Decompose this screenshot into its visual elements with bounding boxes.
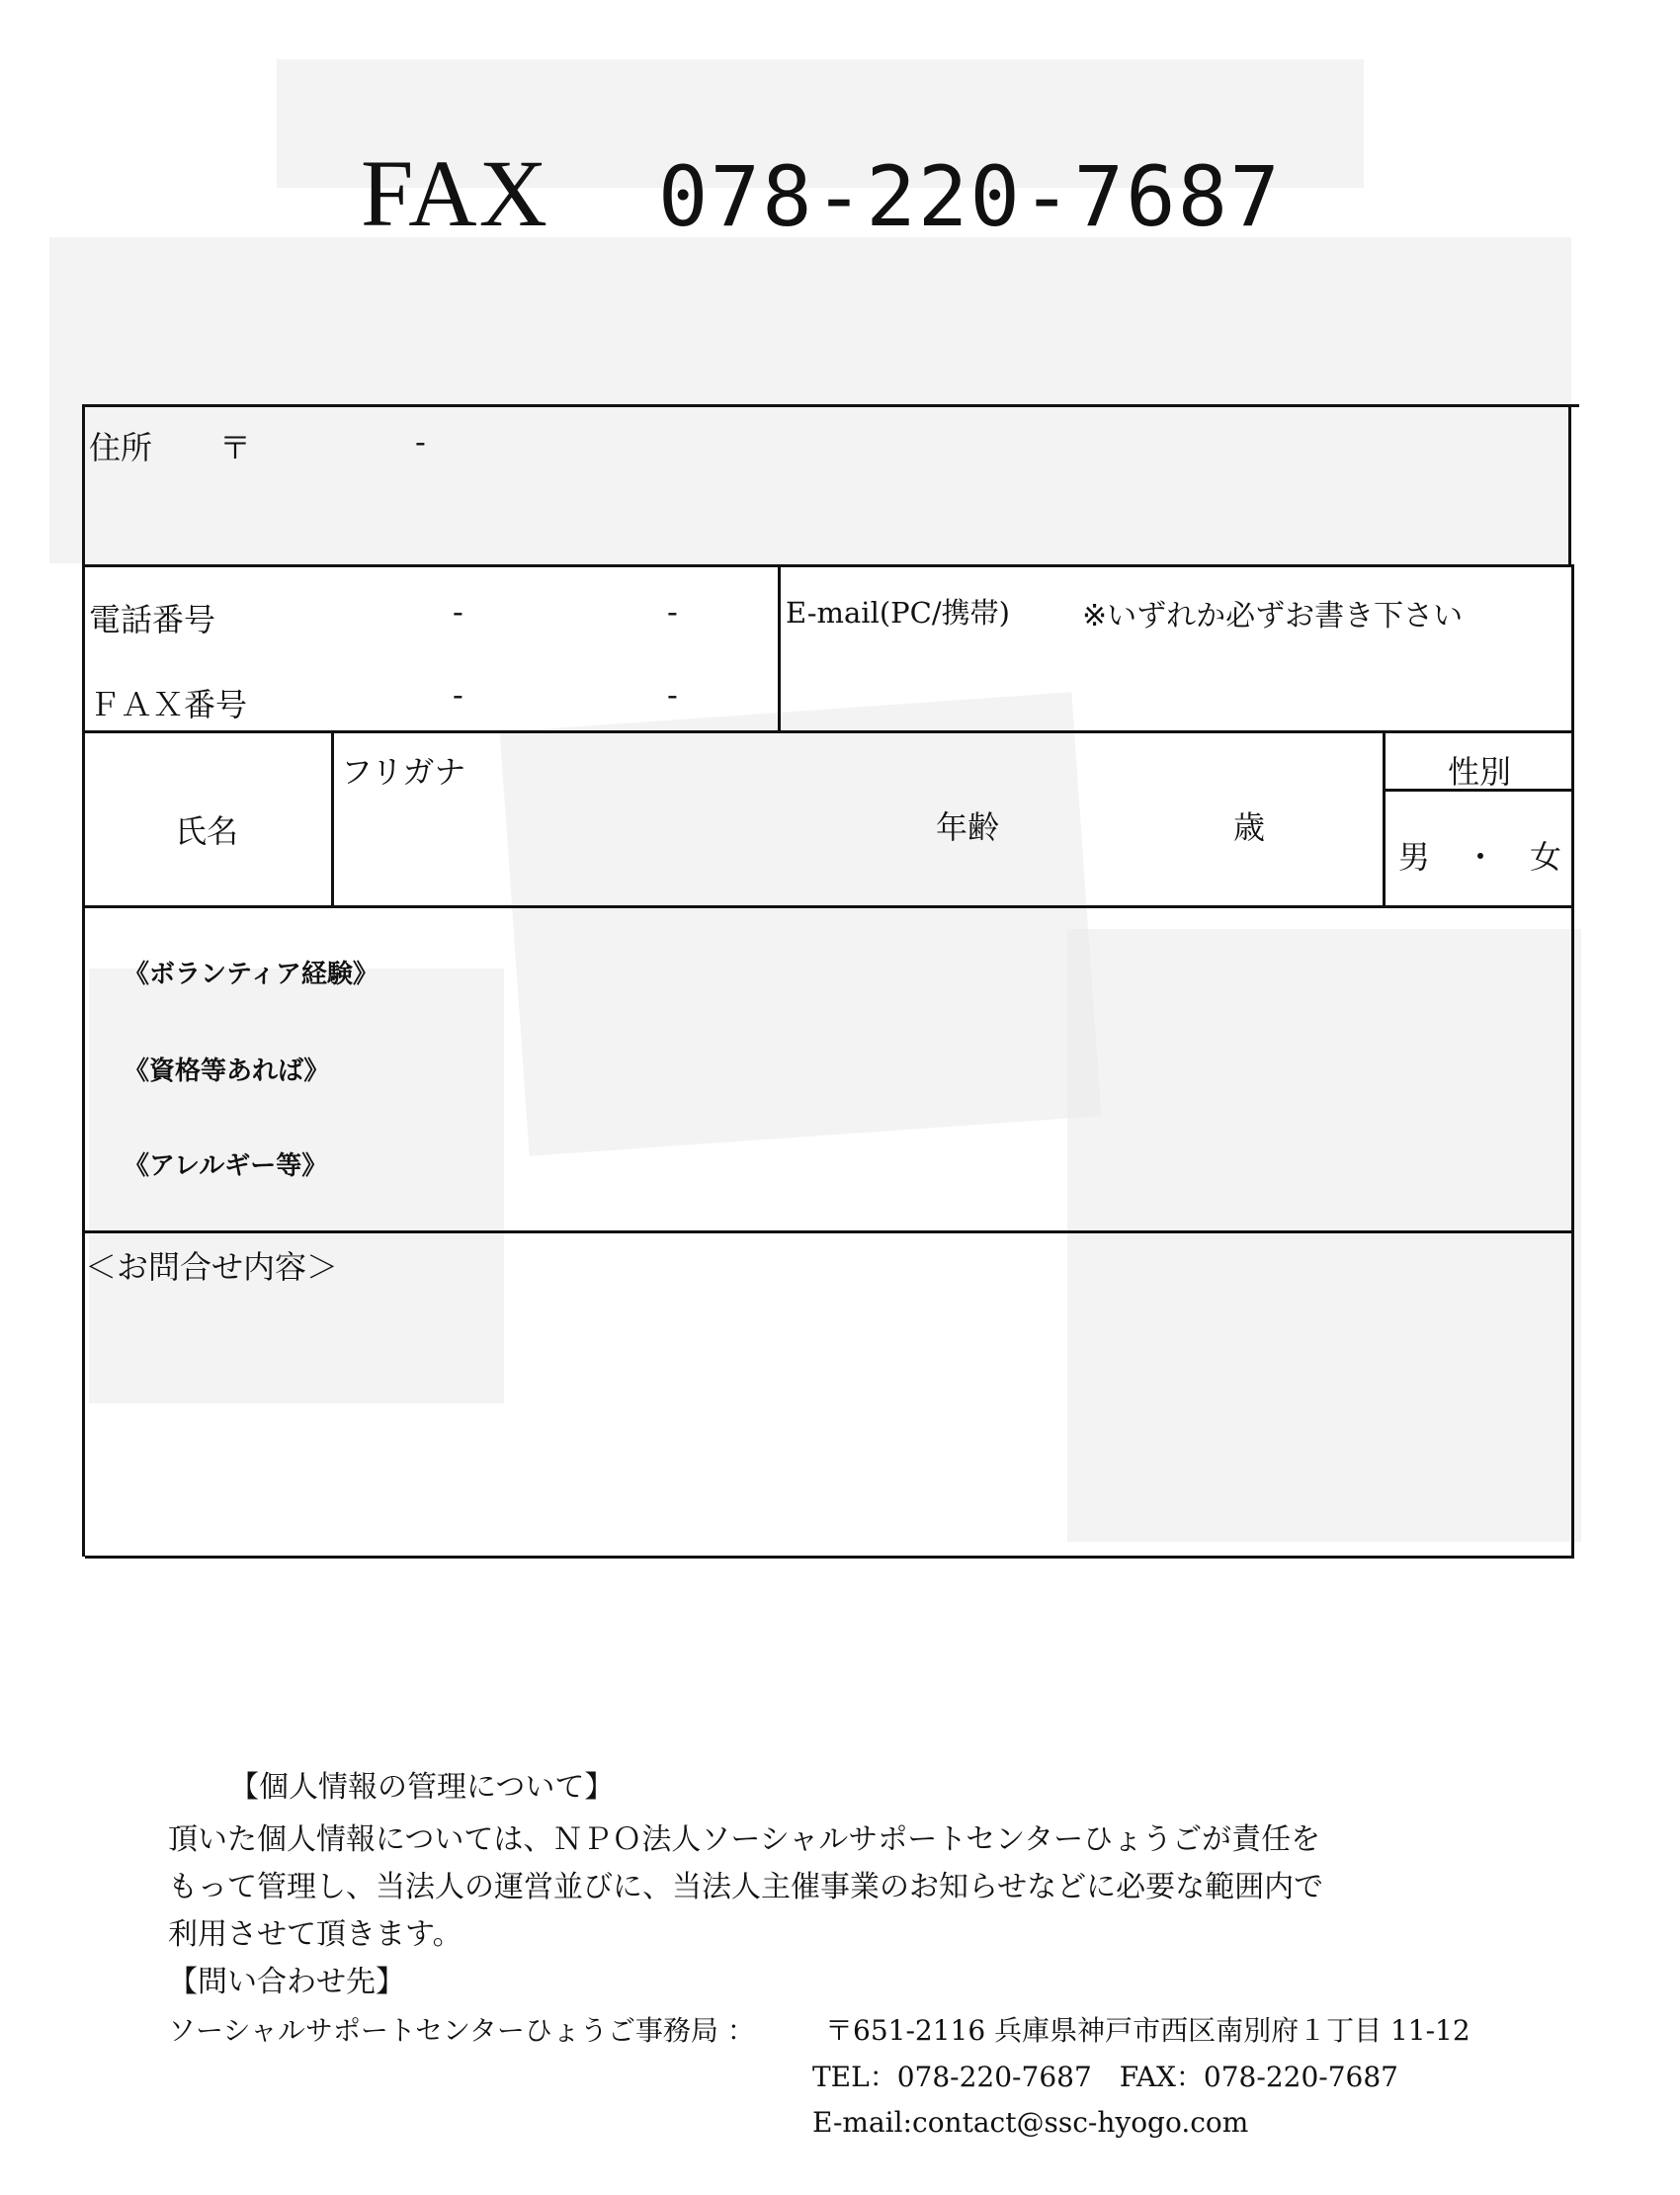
form-border-right-lower <box>1571 564 1574 1557</box>
col-divider-name <box>331 732 334 907</box>
volunteer-experience-label: 《ボランティア経験》 <box>124 960 378 989</box>
fax-number-label: ＦＡＸ番号 <box>89 686 248 723</box>
office-address: 〒651-2116 兵庫県神戸市西区南別府１丁目 11-12 <box>825 2014 1470 2047</box>
fax-dash-2: - <box>667 676 678 714</box>
office-name: ソーシャルサポートセンターひょうご事務局 ： <box>168 2014 755 2047</box>
gender-male[interactable]: 男 <box>1398 838 1431 876</box>
age-unit: 歳 <box>1233 808 1266 846</box>
phone-dash-1: - <box>453 593 463 631</box>
row-divider-name <box>82 905 1574 908</box>
phone-label: 電話番号 <box>89 601 216 638</box>
fax-header-label: FAX <box>361 140 549 246</box>
row-divider-notes <box>82 1230 1574 1233</box>
email-label: E-mail(PC/携帯) <box>786 596 1010 630</box>
privacy-line-3: 利用させて頂きます。 <box>168 1917 462 1952</box>
office-email[interactable]: E-mail:contact@ssc-hyogo.com <box>812 2106 1249 2139</box>
office-tel-fax: TEL：078-220-7687 FAX：078-220-7687 <box>812 2061 1398 2093</box>
gender-separator: ・ <box>1465 838 1497 876</box>
col-divider-gender <box>1383 732 1386 907</box>
furigana-label: フリガナ <box>341 753 466 791</box>
form-border-top <box>82 404 1579 407</box>
inquiry-label: ＜お問合せ内容＞ <box>85 1248 339 1286</box>
fax-header-number: 078-220-7687 <box>657 148 1282 245</box>
form-border-right <box>1568 404 1571 564</box>
phone-dash-2: - <box>667 593 678 631</box>
age-label: 年齢 <box>936 808 1000 846</box>
fax-dash-1: - <box>453 676 463 714</box>
form-border-bottom <box>85 1556 1574 1559</box>
postal-dash: - <box>415 423 426 461</box>
privacy-line-1: 頂いた個人情報については、ＮＰＯ法人ソーシャルサポートセンターひょうごが責任を <box>168 1822 1321 1857</box>
name-label: 氏名 <box>175 812 239 850</box>
col-divider-email <box>778 564 781 732</box>
form-border-left <box>82 404 85 1557</box>
row-divider-address <box>82 564 1574 567</box>
allergy-label: 《アレルギー等》 <box>124 1151 328 1181</box>
contact-title: 【問い合わせ先】 <box>168 1965 405 1999</box>
qualifications-label: 《資格等あれば》 <box>124 1056 330 1086</box>
privacy-line-2: もって管理し、当法人の運営並びに、当法人主催事業のお知らせなどに必要な範囲内で <box>168 1870 1324 1904</box>
privacy-title: 【個人情報の管理について】 <box>229 1770 615 1805</box>
address-label: 住所 <box>89 429 153 466</box>
row-divider-contact <box>82 730 1574 733</box>
email-required-note: ※いずれか必ずお書き下さい <box>1082 599 1464 633</box>
gender-female[interactable]: 女 <box>1530 838 1562 876</box>
postal-mark: 〒 <box>219 429 252 466</box>
gender-label: 性別 <box>1448 753 1512 791</box>
